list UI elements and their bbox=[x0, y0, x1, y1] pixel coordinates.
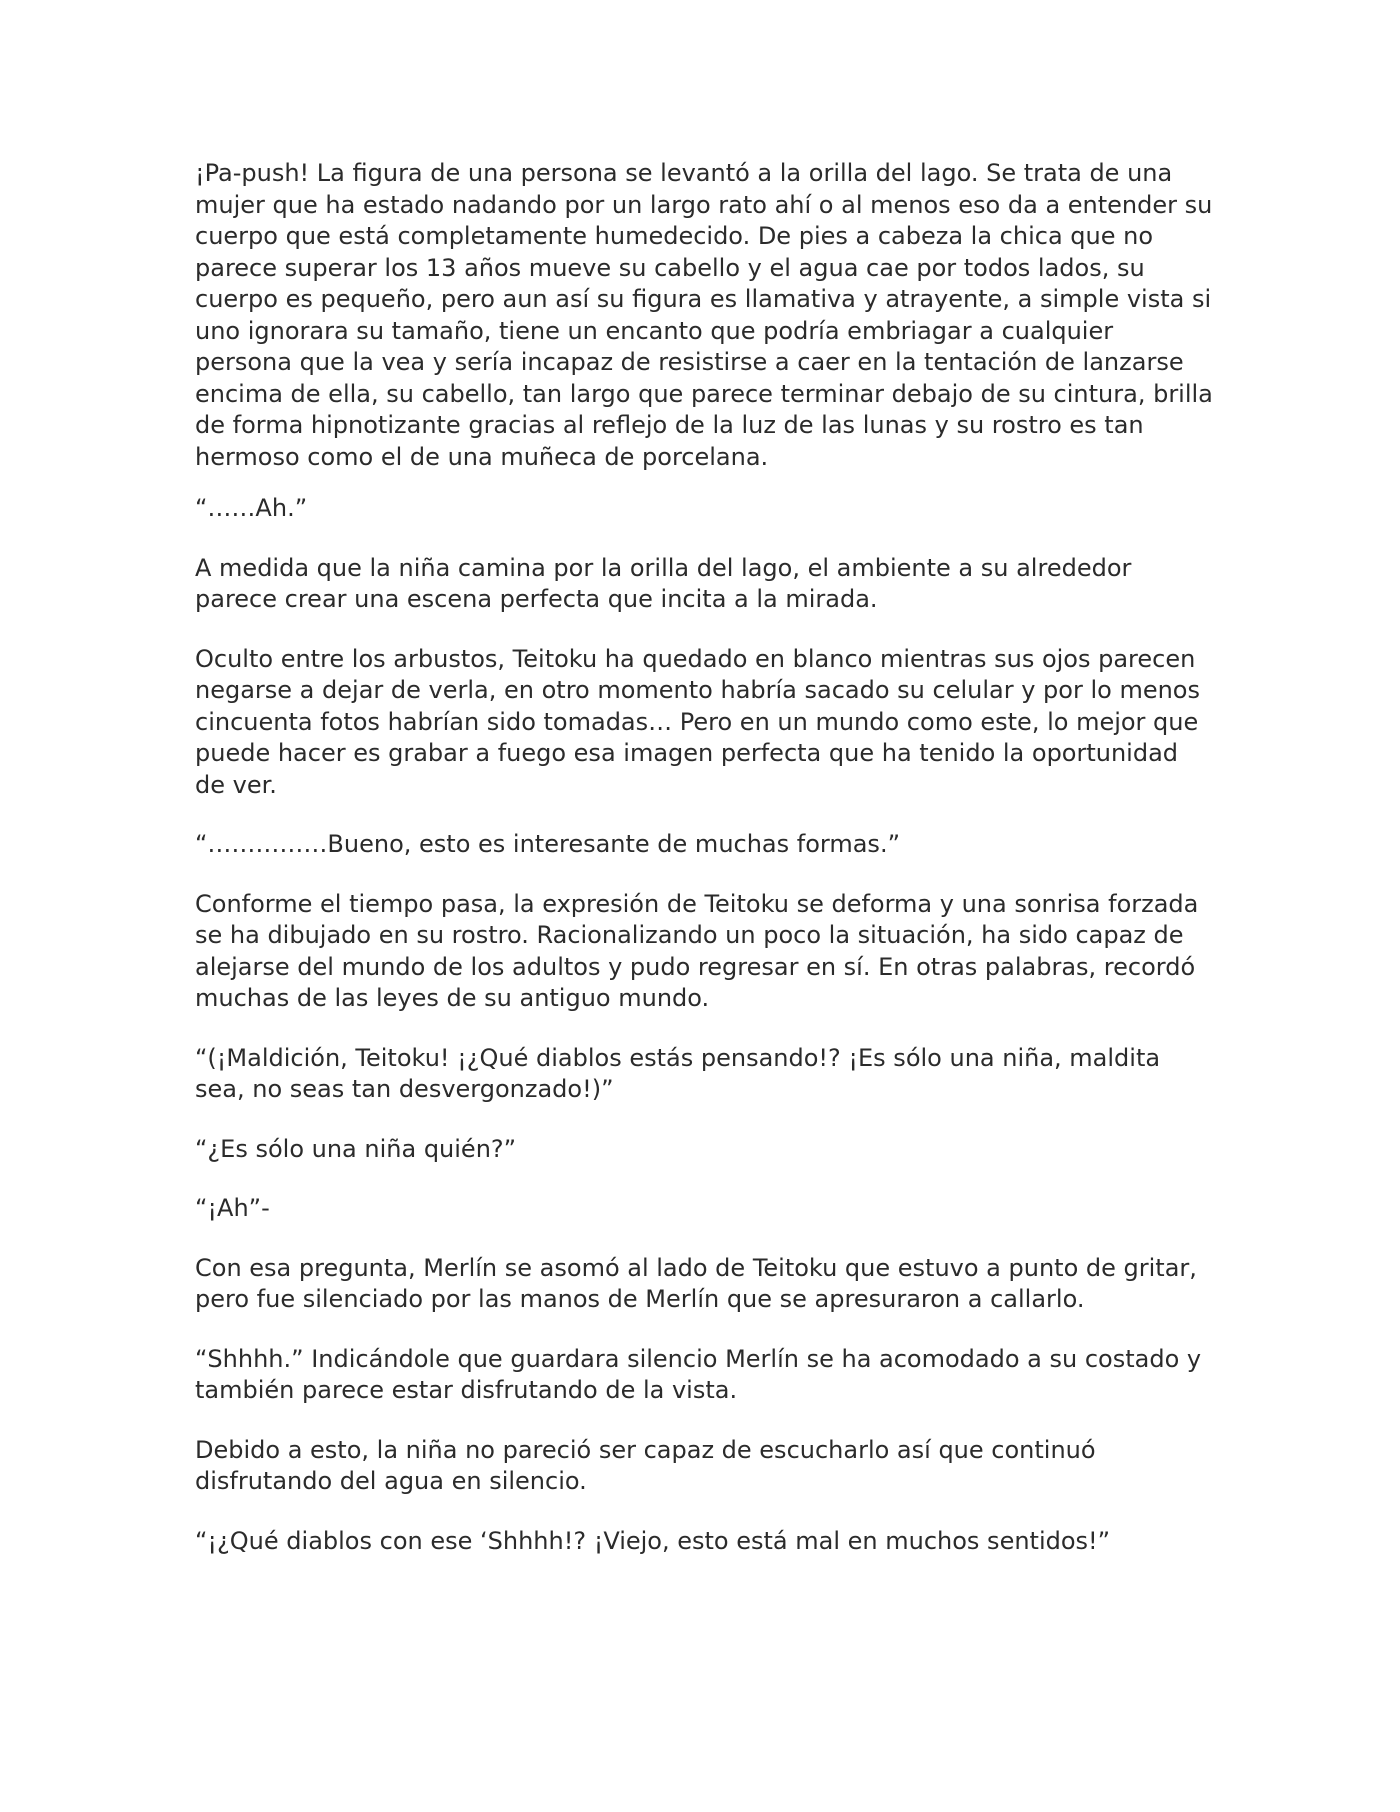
paragraph: “¡¿Qué diablos con ese ‘Shhhh!? ¡Viejo, esto está mal en muchos sentidos!” bbox=[195, 1526, 1111, 1555]
paragraph: Con esa pregunta, Merlín se asomó al lado de Teitoku que estuvo a punto de gritar, pero fue silenciado por las manos de Merlín que se apresuraron a callarlo. bbox=[195, 1253, 1197, 1313]
document-body bbox=[195, 158, 1215, 1585]
paragraph: “……Ah.” bbox=[195, 494, 308, 522]
paragraph: Conforme el tiempo pasa, la expresión de Teitoku se deforma y una sonrisa forzada se ha dibujado en su rostro. Racionalizando un poco la situación, ha sido capaz de alejarse del mundo de los adultos y pudo regresar en sí. En otras palabras, recordó muchas de las leyes de su antiguo mundo. bbox=[195, 889, 1199, 1012]
paragraph: “……………Bueno, esto es interesante de muchas formas.” bbox=[195, 830, 900, 858]
paragraph: “(¡Maldición, Teitoku! ¡¿Qué diablos estás pensando!? ¡Es sólo una niña, maldita sea, no seas tan desvergonzado!)” bbox=[195, 1043, 1161, 1103]
paragraph: “Shhhh.” Indicándole que guardara silencio Merlín se ha acomodado a su costado y también parece estar disfrutando de la vista. bbox=[195, 1344, 1202, 1404]
paragraph: A medida que la niña camina por la orilla del lago, el ambiente a su alrededor parece crear una escena perfecta que incita a la mirada. bbox=[195, 553, 1132, 613]
paragraph: Oculto entre los arbustos, Teitoku ha quedado en blanco mientras sus ojos parecen negarse a dejar de verla, en otro momento habría sacado su celular y por lo menos cincuenta fotos habrían sido tomadas… Pero en un mundo como este, lo mejor que puede hacer es grabar a fuego esa imagen perfecta que ha tenido la oportunidad de ver. bbox=[195, 644, 1200, 799]
paragraph: “¡Ah”- bbox=[195, 1194, 270, 1222]
paragraph: “¿Es sólo una niña quién?” bbox=[195, 1134, 517, 1163]
paragraph: Debido a esto, la niña no pareció ser capaz de escucharlo así que continuó disfrutando del agua en silencio. bbox=[195, 1435, 1096, 1495]
paragraph: ¡Pa-push! La figura de una persona se levantó a la orilla del lago. Se trata de una mujer que ha estado nadando por un largo rato ahí o al menos eso da a entender su cuerpo que está completamente humedecido. De pies a cabeza la chica que no parece superar los 13 años mueve su cabello y el agua cae por todos lados, su cuerpo es pequeño, pero aun así su figura es llamativa y atrayente, a simple vista si uno ignorara su tamaño, tiene un encanto que podría embriagar a cualquier persona que la vea y sería incapaz de resistirse a caer en la tentación de lanzarse encima de ella, su cabello, tan largo que parece terminar debajo de su cintura, brilla de forma hipnotizante gracias al reflejo de la luz de las lunas y su rostro es tan hermoso como el de una muñeca de porcelana. bbox=[195, 159, 1213, 471]
